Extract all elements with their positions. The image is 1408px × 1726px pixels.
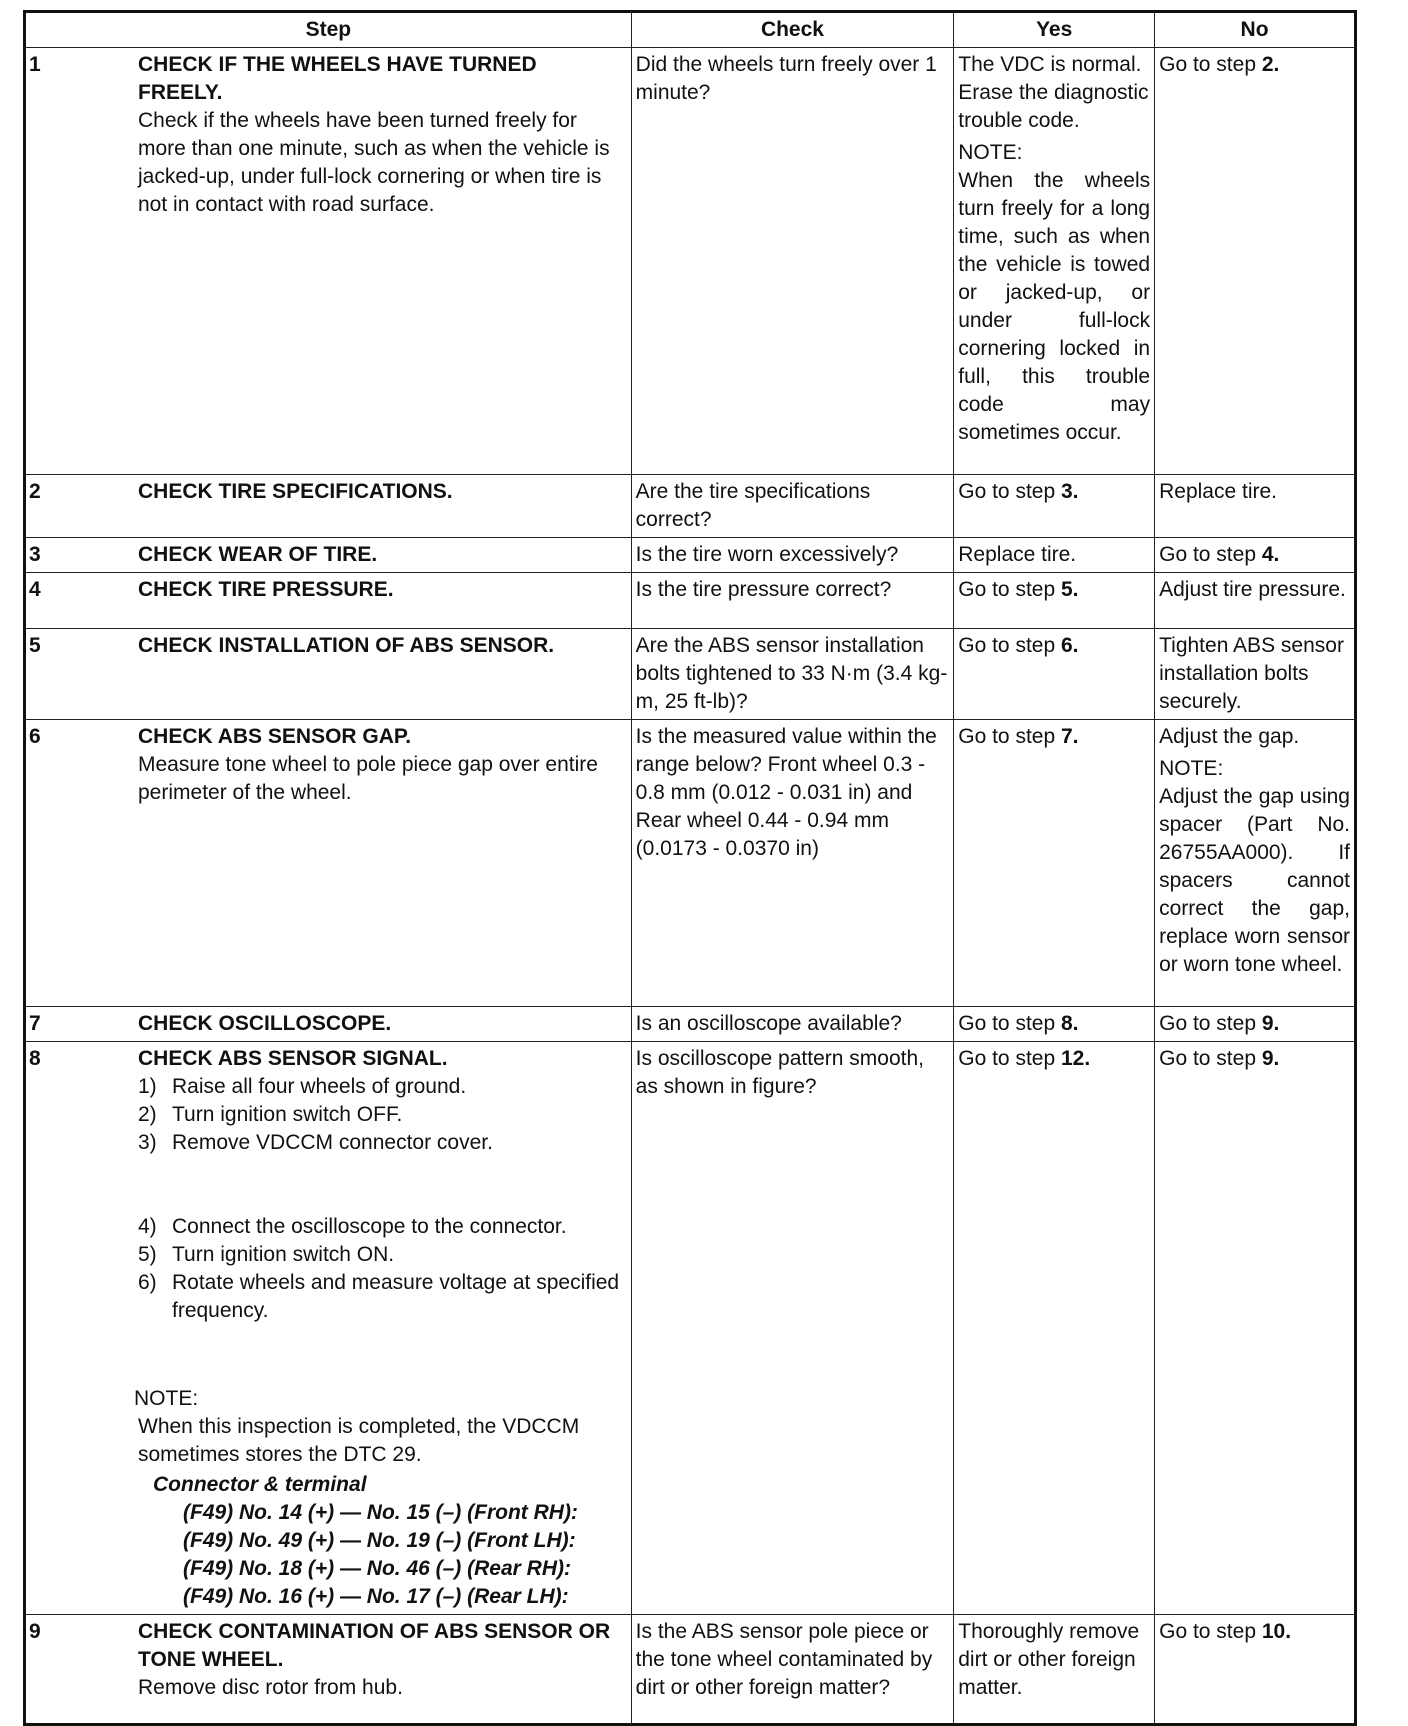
no-cell	[1155, 48, 1356, 475]
yes-cell	[954, 573, 1155, 629]
step-number: 2	[29, 480, 41, 503]
no-cell	[1155, 1042, 1356, 1615]
figure-space	[138, 1325, 627, 1381]
check-cell: Is the measured value within the range below? Front wheel 0.3 - 0.8 mm (0.012 - 0.031 in) and Rear wheel 0.44 - 0.94 mm (0.0173 - 0.0370 in)	[631, 720, 954, 1007]
diagnostic-table	[23, 10, 1357, 1726]
step-title: CHECK CONTAMINATION OF ABS SENSOR OR TONE WHEEL.	[138, 1620, 611, 1671]
step-number: 6	[29, 725, 41, 748]
yes-cell	[954, 475, 1155, 538]
yes-cell: Replace tire.	[954, 538, 1155, 573]
no-prefix: Go to step	[1159, 53, 1262, 76]
substep	[138, 1073, 627, 1101]
no-cell	[1155, 538, 1356, 573]
table-row	[25, 573, 1356, 629]
check-cell: Is oscilloscope pattern smooth, as shown in figure?	[631, 1042, 954, 1615]
note-text: When this inspection is completed, the VDCCM sometimes stores the DTC 29.	[138, 1415, 580, 1466]
check-cell: Are the ABS sensor installation bolts tightened to 33 N·m (3.4 kg-m, 25 ft-lb)?	[631, 629, 954, 720]
yes-prefix: Go to step	[958, 1012, 1061, 1035]
table-row	[25, 538, 1356, 573]
substep-text: Remove VDCCM connector cover.	[172, 1131, 493, 1154]
yes-cell	[954, 48, 1155, 475]
no-prefix: Go to step	[1159, 1012, 1262, 1035]
no-step-ref: 10.	[1261, 1620, 1292, 1643]
step-description: Measure tone wheel to pole piece gap over entire perimeter of the wheel.	[138, 753, 598, 804]
step-number: 3	[29, 543, 41, 566]
header-yes: Yes	[954, 12, 1155, 48]
substep-number: 6)	[138, 1271, 157, 1294]
yes-step-ref: 12.	[1060, 1047, 1091, 1070]
step-description: Check if the wheels have been turned freely for more than one minute, such as when the vehicle is jacked-up, under full-lock cornering or when tire is not in contact with road surface.	[138, 109, 610, 216]
step-cell	[25, 1042, 632, 1615]
yes-note: When the wheels turn freely for a long time, such as when the vehicle is towed or jacked-up, or under full-lock cornering locked in full, this trouble code may sometimes occur.	[958, 169, 1151, 444]
no-step-ref: 9.	[1261, 1012, 1280, 1035]
table-row	[25, 1042, 1356, 1615]
substep	[138, 1101, 627, 1129]
step-cell	[25, 1615, 632, 1725]
step-number: 9	[29, 1620, 41, 1643]
no-cell: Replace tire.	[1155, 475, 1356, 538]
substep-number: 1)	[138, 1075, 157, 1098]
no-cell	[1155, 1007, 1356, 1042]
header-check: Check	[631, 12, 954, 48]
substep-text: Turn ignition switch OFF.	[172, 1103, 403, 1126]
step-title: CHECK IF THE WHEELS HAVE TURNED FREELY.	[138, 53, 537, 104]
yes-cell: Thoroughly remove dirt or other foreign matter.	[954, 1615, 1155, 1725]
step-cell	[25, 629, 632, 720]
yes-cell	[954, 720, 1155, 1007]
substep-number: 3)	[138, 1131, 157, 1154]
yes-cell	[954, 1042, 1155, 1615]
yes-note-label: NOTE:	[958, 141, 1023, 164]
yes-step-ref: 6.	[1060, 634, 1079, 657]
note-label: NOTE:	[134, 1387, 199, 1410]
substep-number: 2)	[138, 1103, 157, 1126]
step-cell	[25, 475, 632, 538]
header-no: No	[1155, 12, 1356, 48]
yes-cell	[954, 629, 1155, 720]
figure-space	[138, 1157, 627, 1213]
substep-text: Raise all four wheels of ground.	[172, 1075, 467, 1098]
substep-text: Turn ignition switch ON.	[172, 1243, 395, 1266]
step-title: CHECK ABS SENSOR SIGNAL.	[138, 1047, 448, 1070]
yes-step-ref: 8.	[1060, 1012, 1079, 1035]
substep-text: Rotate wheels and measure voltage at specified frequency.	[172, 1271, 620, 1322]
connector-heading: Connector & terminal	[153, 1473, 367, 1496]
step-number: 4	[29, 578, 41, 601]
step-number: 5	[29, 634, 41, 657]
no-cell	[1155, 720, 1356, 1007]
substep	[138, 1241, 627, 1269]
no-step-ref: 9.	[1261, 1047, 1280, 1070]
no-cell: Tighten ABS sensor installation bolts securely.	[1155, 629, 1356, 720]
header-row	[25, 12, 1356, 48]
table-row	[25, 475, 1356, 538]
yes-prefix: Go to step	[958, 1047, 1061, 1070]
no-prefix: Go to step	[1159, 543, 1262, 566]
step-cell	[25, 720, 632, 1007]
check-cell: Is the ABS sensor pole piece or the tone wheel contaminated by dirt or other foreign matter?	[631, 1615, 954, 1725]
substep-text: Connect the oscilloscope to the connector.	[172, 1215, 567, 1238]
check-cell: Are the tire specifications correct?	[631, 475, 954, 538]
header-step: Step	[25, 12, 632, 48]
step-title: CHECK INSTALLATION OF ABS SENSOR.	[138, 634, 555, 657]
substep-number: 4)	[138, 1215, 157, 1238]
yes-prefix: Go to step	[958, 725, 1061, 748]
yes-cell	[954, 1007, 1155, 1042]
step-cell	[25, 538, 632, 573]
step-cell	[25, 573, 632, 629]
substep	[138, 1269, 627, 1325]
no-note: Adjust the gap using spacer (Part No. 26755AA000). If spacers cannot correct the gap, replace worn sensor or worn tone wheel.	[1159, 785, 1350, 976]
table-row	[25, 1615, 1356, 1725]
yes-text: The VDC is normal. Erase the diagnostic trouble code.	[958, 53, 1149, 132]
yes-prefix: Go to step	[958, 480, 1061, 503]
yes-step-ref: 3.	[1060, 480, 1079, 503]
step-number: 7	[29, 1012, 41, 1035]
no-step-ref: 2.	[1261, 53, 1280, 76]
table-row	[25, 720, 1356, 1007]
substep	[138, 1129, 627, 1157]
step-title: CHECK OSCILLOSCOPE.	[138, 1012, 392, 1035]
check-cell: Is the tire pressure correct?	[631, 573, 954, 629]
diagnostic-table-page	[23, 10, 1357, 1726]
table-row	[25, 629, 1356, 720]
table-row	[25, 48, 1356, 475]
step-cell	[25, 1007, 632, 1042]
check-cell: Did the wheels turn freely over 1 minute?	[631, 48, 954, 475]
no-step-ref: 4.	[1261, 543, 1280, 566]
connector-terminal: (F49) No. 18 (+) — No. 46 (–) (Rear RH):	[183, 1557, 571, 1580]
no-cell: Adjust tire pressure.	[1155, 573, 1356, 629]
connector-terminal: (F49) No. 14 (+) — No. 15 (–) (Front RH):	[183, 1501, 578, 1524]
connector-terminal: (F49) No. 49 (+) — No. 19 (–) (Front LH):	[183, 1529, 576, 1552]
step-number: 8	[29, 1047, 41, 1070]
step-title: CHECK WEAR OF TIRE.	[138, 543, 378, 566]
substep-number: 5)	[138, 1243, 157, 1266]
substep	[138, 1213, 627, 1241]
step-title: CHECK ABS SENSOR GAP.	[138, 725, 412, 748]
no-cell	[1155, 1615, 1356, 1725]
step-number: 1	[29, 53, 41, 76]
step-cell	[25, 48, 632, 475]
no-note-label: NOTE:	[1159, 757, 1224, 780]
step-description: Remove disc rotor from hub.	[138, 1676, 403, 1699]
no-prefix: Go to step	[1159, 1047, 1262, 1070]
yes-prefix: Go to step	[958, 634, 1061, 657]
no-prefix: Go to step	[1159, 1620, 1262, 1643]
no-text: Adjust the gap.	[1159, 725, 1300, 748]
check-cell: Is an oscilloscope available?	[631, 1007, 954, 1042]
check-cell: Is the tire worn excessively?	[631, 538, 954, 573]
yes-step-ref: 7.	[1060, 725, 1079, 748]
connector-terminal: (F49) No. 16 (+) — No. 17 (–) (Rear LH):	[183, 1585, 569, 1608]
table-row	[25, 1007, 1356, 1042]
yes-prefix: Go to step	[958, 578, 1061, 601]
step-title: CHECK TIRE SPECIFICATIONS.	[138, 480, 453, 503]
step-title: CHECK TIRE PRESSURE.	[138, 578, 394, 601]
yes-step-ref: 5.	[1060, 578, 1079, 601]
